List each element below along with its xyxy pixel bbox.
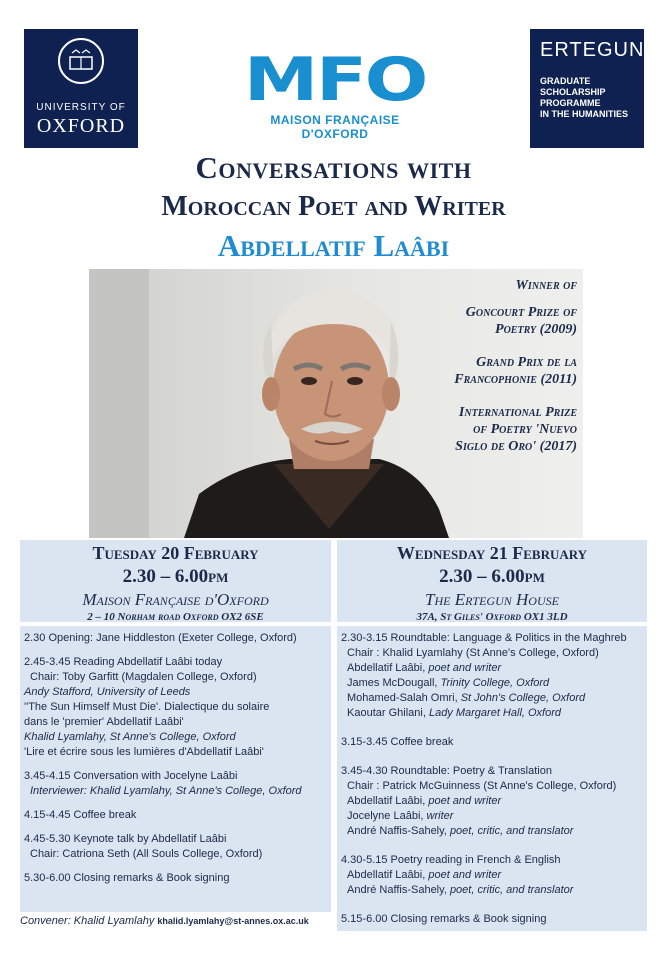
ertegun-logo xyxy=(530,29,644,148)
program-line: Chair : Patrick McGuinness (St Anne's College, Oxford) xyxy=(347,780,617,792)
program-item xyxy=(341,735,643,750)
convener-email[interactable]: khalid.lyamlahy@st-annes.ox.ac.uk xyxy=(157,916,309,926)
program-line: 'Lire et écrire sous les lumières d'Abdellatif Laâbi' xyxy=(24,746,264,758)
speaker-role: writer xyxy=(426,810,454,822)
program-item xyxy=(24,871,327,886)
day1-header xyxy=(20,540,331,622)
speaker-role: St John's College, Oxford xyxy=(460,692,586,704)
speaker-role: poet and writer xyxy=(428,869,502,881)
program-item xyxy=(341,912,643,927)
program-line: 5.15-6.00 Closing remarks & Book signing xyxy=(341,913,547,925)
program-line: Andy Stafford, University of Leeds xyxy=(24,686,191,698)
day1-date: Tuesday 20 February xyxy=(92,543,259,563)
program-item xyxy=(341,853,643,898)
program-line: Khalid Lyamlahy, St Anne's College, Oxford xyxy=(24,731,236,743)
program-item xyxy=(24,832,327,862)
title-line-1: Conversations with xyxy=(195,150,472,185)
award-line: Siglo de Oro' (2017) xyxy=(455,439,577,454)
program-line xyxy=(341,706,643,721)
speaker-role: Trinity College, Oxford xyxy=(440,677,550,689)
speaker-role: poet and writer xyxy=(428,662,502,674)
speaker-name: André Naffis-Sahely, xyxy=(347,884,447,896)
oxford-logo-line2: OXFORD xyxy=(36,115,126,137)
mfo-logo-mark: MFO xyxy=(243,45,427,115)
program-line: 3.45-4.15 Conversation with Jocelyne Laâbi xyxy=(24,770,238,782)
program-line: ''The Sun Himself Must Die'. Dialectique du solaire xyxy=(24,701,270,713)
speaker-name: Kaoutar Ghilani, xyxy=(347,707,426,719)
day2-time: 2.30 – 6.00pm xyxy=(439,566,545,587)
program-line: Chair : Khalid Lyamlahy (St Anne's College, Oxford) xyxy=(347,647,599,659)
title-author-name: Abdellatif Laâbi xyxy=(217,228,450,263)
speaker-name: André Naffis-Sahely, xyxy=(347,825,447,837)
mfo-logo-subtitle: MAISON FRANÇAISE D'OXFORD xyxy=(270,113,400,141)
day2-venue: The Ertegun House xyxy=(425,590,559,609)
program-line: 3.15-3.45 Coffee break xyxy=(341,736,454,748)
oxford-crest-icon xyxy=(58,38,104,84)
ertegun-logo-subtitle xyxy=(530,62,644,120)
program-line: 4.45-5.30 Keynote talk by Abdellatif Laâbi xyxy=(24,833,227,845)
convener-label: Convener: Khalid Lyamlahy xyxy=(20,915,155,927)
ertegun-sub-2: SCHOLARSHIP xyxy=(540,87,606,97)
ertegun-sub-1: GRADUATE xyxy=(540,76,591,86)
program-item xyxy=(341,764,643,839)
title-line-2: Moroccan Poet and Writer xyxy=(161,191,506,222)
award-line: of Poetry 'Nuevo xyxy=(473,422,577,437)
program-line: 5.30-6.00 Closing remarks & Book signing xyxy=(24,872,230,884)
day2-date: Wednesday 21 February xyxy=(396,543,588,563)
program-line: dans le 'premier' Abdellatif Laâbi' xyxy=(24,716,184,728)
speaker-name: Jocelyne Laâbi, xyxy=(347,810,424,822)
day1-address: 2 – 10 Norham road Oxford OX2 6SE xyxy=(87,611,264,623)
award-line: Goncourt Prize of xyxy=(465,305,577,320)
day1-venue: Maison Française d'Oxford xyxy=(82,590,269,609)
speaker-role: poet, critic, and translator xyxy=(449,884,574,896)
ertegun-sub-3: PROGRAMME xyxy=(540,98,601,108)
mfo-logo xyxy=(243,45,427,141)
day2-header xyxy=(337,540,647,622)
award-line: Grand Prix de la xyxy=(476,355,577,370)
ertegun-sub-4: IN THE HUMANITIES xyxy=(540,109,629,119)
program-line xyxy=(341,661,643,676)
day2-address: 37A, St Giles' Oxford OX1 3LD xyxy=(416,611,568,623)
speaker-name: Mohamed-Salah Omri, xyxy=(347,692,458,704)
program-line xyxy=(341,809,643,824)
award-item xyxy=(405,304,577,338)
awards-heading: Winner of xyxy=(515,278,577,293)
award-line: International Prize xyxy=(458,405,577,420)
program-line: 2.30-3.15 Roundtable: Language & Politics in the Maghreb xyxy=(341,632,627,644)
speaker-name: Abdellatif Laâbi, xyxy=(347,869,426,881)
speaker-name: Abdellatif Laâbi, xyxy=(347,795,426,807)
program-line xyxy=(341,824,643,839)
award-item xyxy=(405,354,577,388)
program-line: 3.45-4.30 Roundtable: Poetry & Translation xyxy=(341,765,552,777)
program-line xyxy=(341,883,643,898)
speaker-role: poet and writer xyxy=(428,795,502,807)
program-line xyxy=(341,794,643,809)
day2-program xyxy=(337,626,647,931)
speaker-role: poet, critic, and translator xyxy=(449,825,574,837)
program-line: 2.45-3.45 Reading Abdellatif Laâbi today xyxy=(24,656,223,668)
program-item xyxy=(24,769,327,799)
program-line: Chair: Toby Garfitt (Magdalen College, Oxford) xyxy=(30,671,257,683)
program-line xyxy=(341,676,643,691)
speaker-role: Lady Margaret Hall, Oxford xyxy=(428,707,562,719)
award-line: Poetry (2009) xyxy=(495,322,577,337)
oxford-logo xyxy=(24,29,138,148)
program-line: Interviewer: Khalid Lyamlahy, St Anne's College, Oxford xyxy=(30,785,302,797)
program-line: Chair: Catriona Seth (All Souls College, Oxford) xyxy=(30,848,263,860)
speaker-name: Abdellatif Laâbi, xyxy=(347,662,426,674)
program-item xyxy=(24,631,327,646)
speaker-name: James McDougall, xyxy=(347,677,438,689)
program-line: 2.30 Opening: Jane Hiddleston (Exeter College, Oxford) xyxy=(24,632,297,644)
award-line: Francophonie (2011) xyxy=(454,372,577,387)
convener-line xyxy=(20,915,330,927)
program-item xyxy=(24,655,327,760)
ertegun-logo-name: ERTEGUN xyxy=(540,39,645,61)
program-line: 4.15-4.45 Coffee break xyxy=(24,809,137,821)
program-line xyxy=(341,868,643,883)
day1-time: 2.30 – 6.00pm xyxy=(122,566,229,587)
day1-program xyxy=(20,626,331,912)
awards-list xyxy=(405,277,577,471)
program-item xyxy=(24,808,327,823)
program-line xyxy=(341,691,643,706)
program-item xyxy=(341,631,643,721)
award-item xyxy=(405,404,577,455)
program-line: 4.30-5.15 Poetry reading in French & English xyxy=(341,854,561,866)
oxford-logo-line1: UNIVERSITY OF xyxy=(36,102,126,113)
